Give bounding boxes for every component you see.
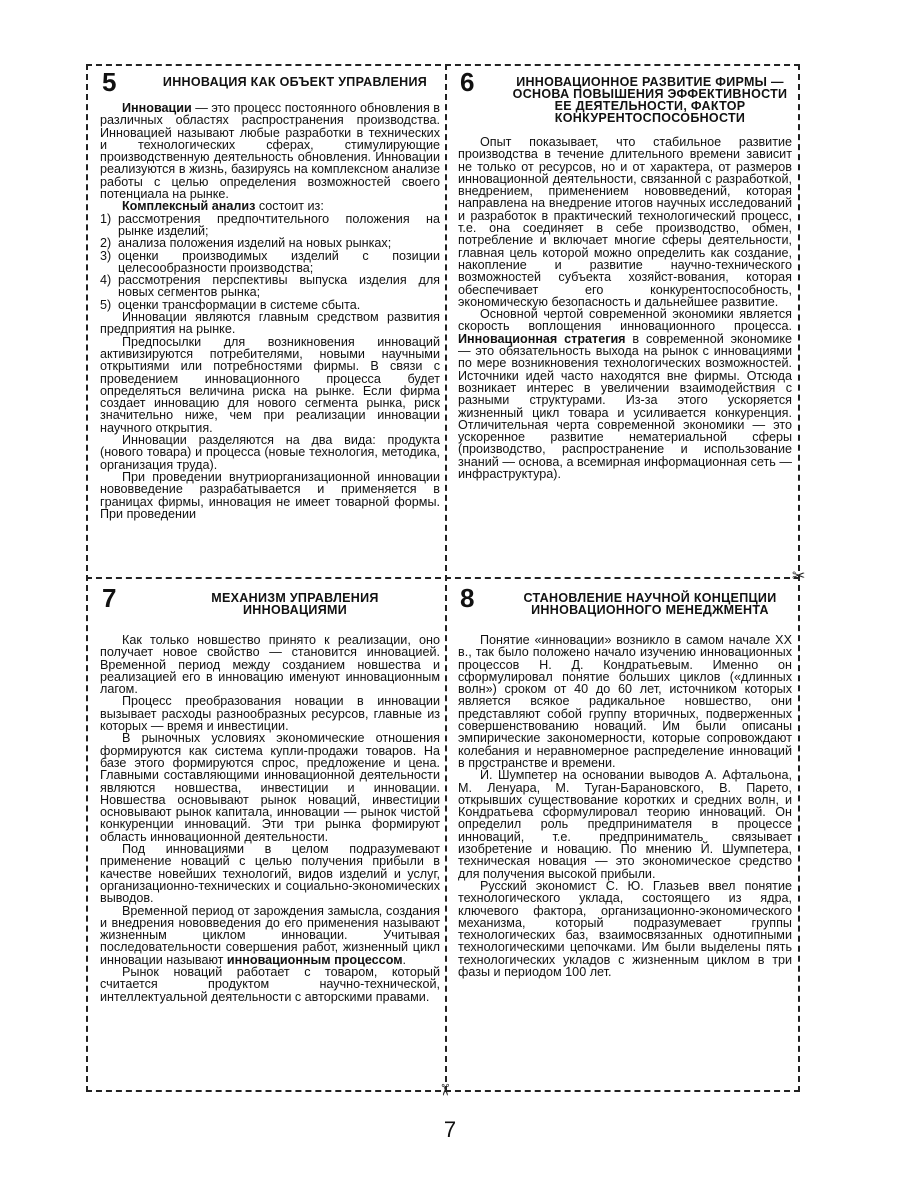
card-title: ИННОВАЦИОННОЕ РАЗВИТИЕ ФИРМЫ — ОСНОВА ПОВЫШЕНИЯ ЭФФЕКТИВНОСТИ ЕЕ ДЕЯТЕЛЬНОСТИ, ФАКТОР КОНКУРЕНТОСПОСОБНОСТИ	[512, 75, 788, 125]
paragraph: Как только новшество принято к реализации, оно получает новое свойство — становится инновацией. Временной период между созданием новшества и реализацией его в инновацию именуют инновационным лагом.	[100, 633, 440, 697]
paragraph: Русский экономист С. Ю. Глазьев ввел понятие технологического уклада, состоящего из ядра, ключевого фактора, организационно-экономического механизма, который подразумевает группы технологических баз, взаимосвязанных однотипными технологическими цепочками. Им были выделены пять технологических укладов с жизненным циклом в три фазы и периодом 100 лет.	[458, 878, 792, 980]
list-number: 3)	[100, 248, 112, 263]
paragraph-text: состоит из:	[255, 199, 324, 214]
paragraph-text: .	[402, 952, 407, 967]
list-number: 5)	[100, 297, 112, 312]
list-item	[100, 213, 440, 238]
list-number: 4)	[100, 273, 112, 288]
list-text: оценки трансформации в системе сбыта.	[118, 297, 361, 312]
scissors-icon: ✂	[435, 1083, 453, 1097]
card-body	[458, 136, 792, 480]
term: инновационным процессом	[226, 952, 403, 967]
horizontal-cut-line	[86, 577, 800, 579]
paragraph	[458, 308, 792, 480]
scissors-icon: ✂	[792, 568, 806, 585]
list-text: рассмотрения предпочтительного положения на рынке изделий;	[118, 211, 440, 238]
paragraph: В рыночных условиях экономические отношения формируются как система купли-продажи товаров. На базе этого формируются спрос, предложение и цена. Главными составляющими инновационной деятельности являются новшества, инвестиции и инновации. Новшества основывают рынок новаций, инвестиции основывают рынок капитала, инновации — рынок чистой конкуренции инноваций. Эти три рынка формируют область инновационной деятельности.	[100, 731, 440, 844]
paragraph: Й. Шумпетер на основании выводов А. Афтальона, М. Ленуара, М. Туган-Барановского, В. Парето, открывших существование коротких и средних волн, и Кондратьева сформулировал теорию инноваций. Он определил роль предпринимателя в процессе инноваций, т.е. предприниматель связывает изобретение и новацию. По мнению Й. Шумпетера, техническая новация — это экономическое средство для получения высокой прибыли.	[458, 768, 792, 881]
paragraph-text: в современной экономике — это обязательность выхода на рынок с инновациями по мере возникновения технологических возможностей. Источники идей часто находятся вне фирмы. Отсюда возникает интерес в увеличении взаимодействия с разными структурами. Из-за этого ускоряется жизненный цикл товара и усиливается конкуренция. Отличительная черта современной экономики — это ускоренное развитие нематериальной сферы (производство, распространение и использование знаний — основа, а всемирная информационная сеть — инфраструктура).	[458, 331, 792, 482]
list-item	[100, 299, 440, 311]
card-7	[100, 584, 440, 1086]
paragraph	[100, 905, 440, 966]
term: Инновации	[122, 101, 192, 115]
paragraph: Инновации разделяются на два вида: продукта (нового товара) и процесса (новые технология, методика, организация труда).	[100, 433, 440, 472]
card-body	[100, 634, 440, 1003]
list-text: рассмотрения перспективы выпуска изделия для новых сегментов рынка;	[118, 273, 440, 300]
card-number: 8	[460, 584, 475, 613]
card-body	[458, 634, 792, 978]
paragraph: Инновации являются главным средством развития предприятия на рынке.	[100, 310, 440, 337]
paragraph: Процесс преобразования новации в инновации вызывает расходы разнообразных ресурсов, главные из которых — время и инвестиции.	[100, 694, 440, 734]
paragraph: При проведении внутриорганизационной инновации нововведение разрабатывается и применяется в границах фирмы, инновация не имеет товарной формы. При проведении	[100, 469, 440, 521]
page-number: 7	[443, 1117, 457, 1142]
term: Инновационная стратегия	[458, 331, 626, 346]
paragraph: Понятие «инновации» возникло в самом начале XX в., так было положено начало изучению инновационных процессов Н. Д. Кондратьевым. Именно он сформулировал понятие больших циклов («длинных волн») сроком от 40 до 60 лет, источником которых является всякое радикальное новшество, они представляют собой группу вторичных, подверженных совершенствованию новаций. Им были описаны эмпирические закономерности, которые сопровождают колебания и неравномерное распределение инноваций в пространстве и времени.	[458, 633, 792, 770]
list-item	[100, 274, 440, 299]
card-body	[100, 102, 440, 520]
card-title: МЕХАНИЗМ УПРАВЛЕНИЯ ИННОВАЦИЯМИ	[211, 591, 379, 617]
paragraph-text: Временной период от зарождения замысла, создания и внедрения нововведения до его применения называют жизненным циклом инновации. Учитывая последовательности совершения работ, жизненный цикл инновации называют	[100, 903, 440, 967]
paragraph-text: — это процесс постоянного обновления в различных областях распространения производства. Инновацией называют любые разработки в технических и технологических сферах, стимулирующие производственную деятельность обновления. Инновации реализуются в жизнь, базируясь на комплексном анализе работы с целью определения возможностей своего потенциала на рынке.	[100, 101, 440, 202]
card-title: ИННОВАЦИЯ КАК ОБЪЕКТ УПРАВЛЕНИЯ	[162, 75, 428, 89]
paragraph: Рынок новаций работает с товаром, который считается продуктом научно-технической, интеллектуальной деятельности с авторскими правами.	[100, 965, 440, 1004]
list-number: 2)	[100, 236, 112, 251]
paragraph	[100, 102, 440, 200]
card-6	[458, 68, 792, 573]
card-number: 5	[102, 68, 117, 97]
paragraph: Предпосылки для возникновения инноваций активизируются потребителями, новыми научными открытиями или потребностями фирмы. В связи с проведением инновационного процесса будет определяться величина риска на рынке. Если фирма создает инновацию для нового сегмента рынка, риск значительно ниже, чем при реализации инновации научного открытия.	[100, 334, 440, 435]
paragraph: Под инновациями в целом подразумевают применение новаций с целью получения прибыли в качестве новейших технологий, видов изделий и услуг, организационно-технических и социально-экономических выводов.	[100, 842, 440, 906]
term: Комплексный анализ	[122, 199, 256, 214]
card-5	[100, 68, 440, 573]
list-number: 1)	[100, 211, 112, 226]
list-text: анализа положения изделий на новых рынках;	[118, 236, 392, 251]
card-number: 6	[460, 68, 475, 97]
paragraph: Опыт показывает, что стабильное развитие производства в течение длительного времени зависит не только от ресурсов, но и от характера, от размеров инновационной деятельности, связанной с разработкой, внедрением, применением нововведений, которая направлена на внедрение итогов научных исследований и разработок в практический технологический процесс, т.е. она соединяет в себе производство, обмен, потребление и включает многие сферы деятельности, главная цель которой можно определить как создание, накопление и развитие научно-технического возможностей субъекта хозяйст-вования, которая обеспечивает его конкурентоспособность, экономическую безопасность и дальнейшее развитие.	[458, 135, 792, 309]
list-text: оценки производимых изделий с позиции целесообразности производства;	[118, 248, 440, 275]
card-number: 7	[102, 584, 117, 613]
card-title: СТАНОВЛЕНИЕ НАУЧНОЙ КОНЦЕПЦИИ ИННОВАЦИОННОГО МЕНЕДЖМЕНТА	[523, 591, 777, 617]
list-item	[100, 250, 440, 275]
card-8	[458, 584, 792, 1086]
paragraph-text: Основной чертой современной экономики является скорость воплощения инновационного процесса.	[458, 307, 792, 334]
